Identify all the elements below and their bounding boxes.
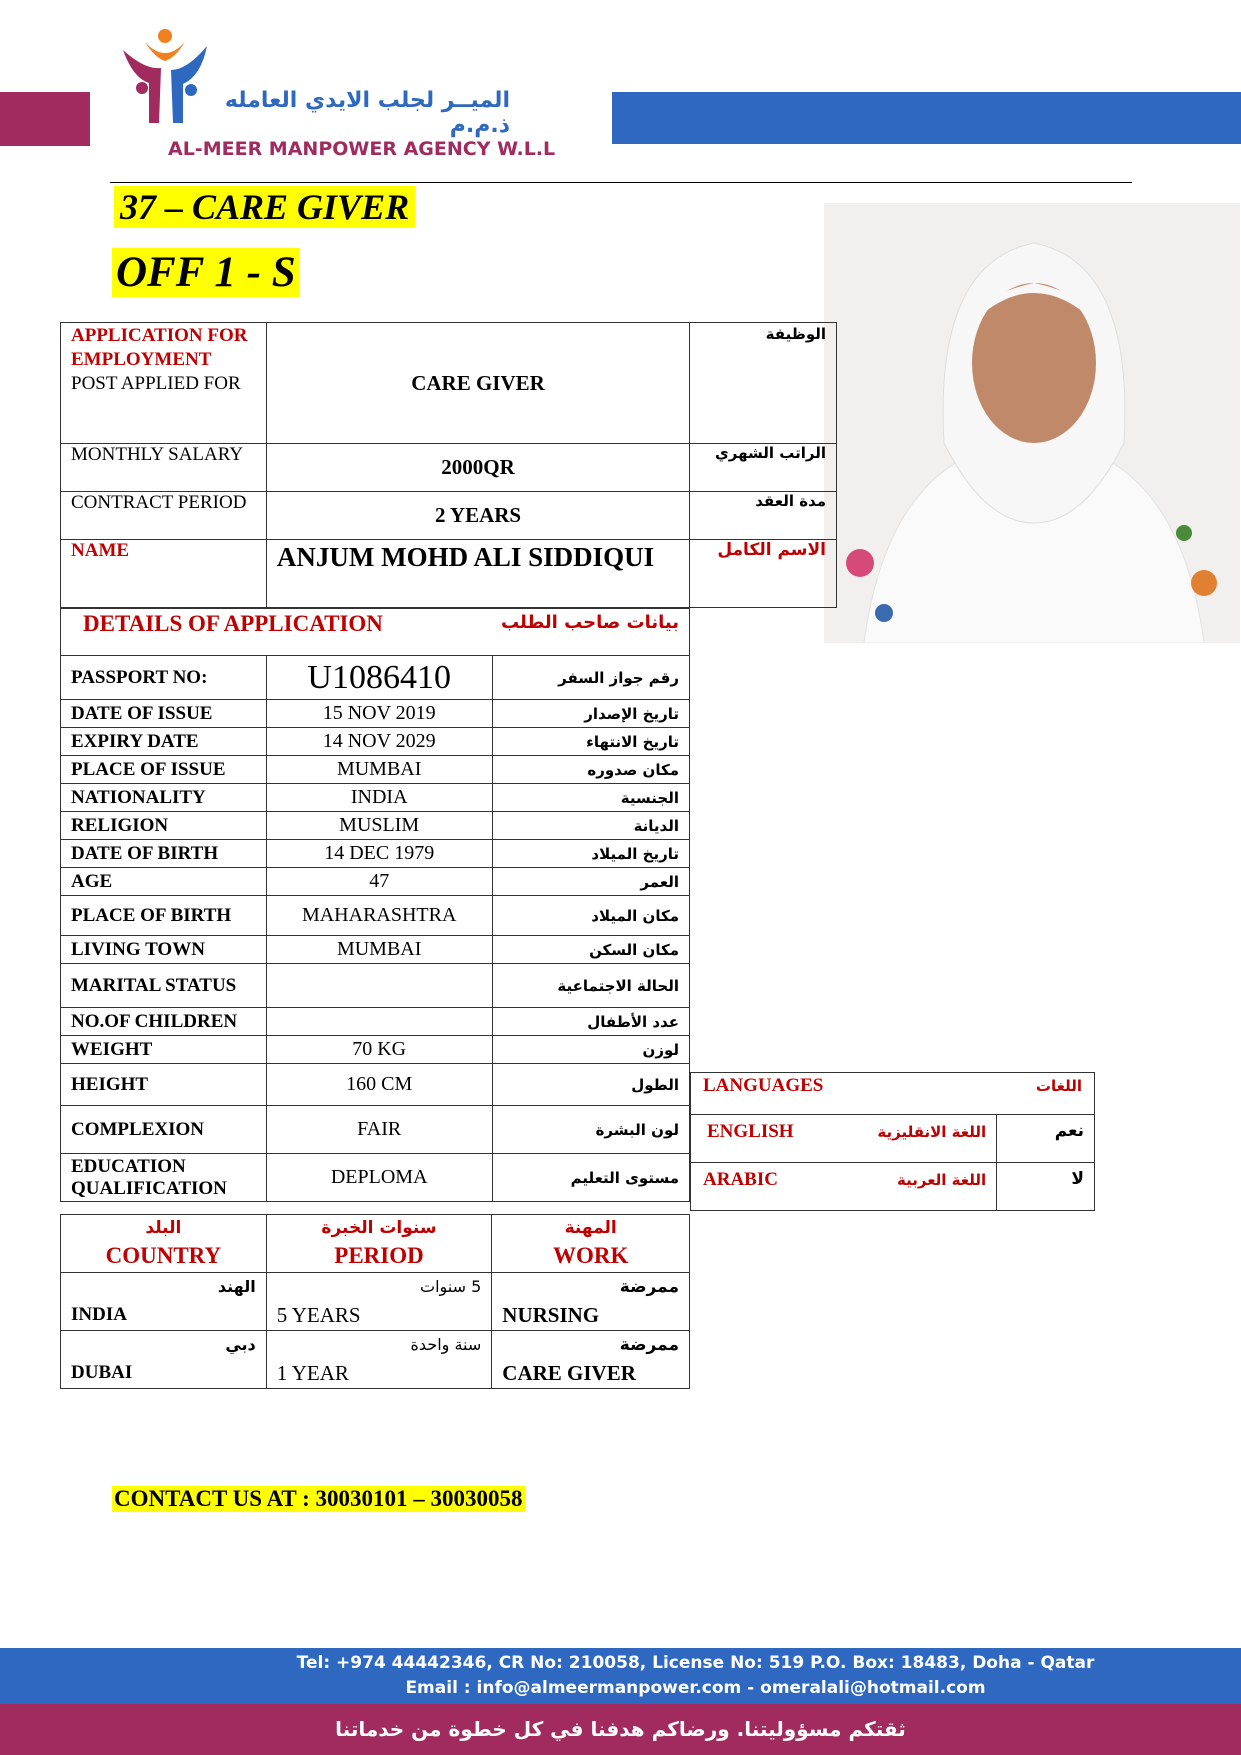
language-english-arabic: اللغة الانقليزية <box>877 1123 987 1141</box>
footer-maroon-band: ثقتكم مسؤوليتنا. ورضاكم هدفنا في كل خطوة من خدماتنا <box>0 1704 1241 1755</box>
detail-row <box>61 700 690 728</box>
detail-label: LIVING TOWN <box>61 936 267 964</box>
people-logo-icon <box>115 28 215 128</box>
post-value: CARE GIVER <box>266 323 689 444</box>
detail-label-arabic: الديانة <box>492 812 689 840</box>
detail-label-arabic: تاريخ الانتهاء <box>492 728 689 756</box>
detail-label-arabic: عدد الأطفال <box>492 1008 689 1036</box>
detail-label-arabic: تاريخ الميلاد <box>492 840 689 868</box>
experience-country-arabic: دبي <box>225 1335 256 1354</box>
detail-label: NO.OF CHILDREN <box>61 1008 267 1036</box>
detail-value: INDIA <box>266 784 492 812</box>
detail-label: PLACE OF ISSUE <box>61 756 267 784</box>
detail-label-arabic: الجنسية <box>492 784 689 812</box>
language-row <box>691 1115 997 1163</box>
detail-row <box>61 1064 690 1106</box>
detail-label-arabic: الطول <box>492 1064 689 1106</box>
language-arabic-arabic: اللغة العربية <box>897 1171 987 1189</box>
language-row <box>691 1163 997 1211</box>
experience-period-arabic: 5 سنوات <box>420 1277 482 1296</box>
detail-label: DATE OF BIRTH <box>61 840 267 868</box>
detail-label-arabic: الحالة الاجتماعية <box>492 964 689 1008</box>
detail-value: MAHARASHTRA <box>266 896 492 936</box>
detail-value: 47 <box>266 868 492 896</box>
footer-contact-line: Tel: +974 44442346, CR No: 210058, License No: 519 P.O. Box: 18483, Doha - Qatar <box>296 1653 1095 1673</box>
experience-period: 5 YEARS <box>276 1303 361 1327</box>
detail-label: DATE OF ISSUE <box>61 700 267 728</box>
applicant-name: ANJUM MOHD ALI SIDDIQUI <box>266 540 689 608</box>
footer-blue-band <box>0 1648 1241 1704</box>
experience-header-work <box>492 1215 690 1273</box>
name-label-arabic: الاسم الكامل <box>690 540 837 608</box>
detail-row <box>61 840 690 868</box>
post-table <box>60 322 837 608</box>
company-name-english: AL-MEER MANPOWER AGENCY W.L.L <box>168 138 556 160</box>
salary-value: 2000QR <box>266 444 689 492</box>
detail-label-arabic: مستوى التعليم <box>492 1154 689 1202</box>
detail-value: DEPLOMA <box>266 1154 492 1202</box>
language-english-name: ENGLISH <box>707 1121 794 1142</box>
applicant-photo <box>824 203 1240 643</box>
detail-row <box>61 936 690 964</box>
languages-header <box>691 1073 1095 1115</box>
detail-label: RELIGION <box>61 812 267 840</box>
detail-row <box>61 1036 690 1064</box>
language-english-level: نعم <box>997 1115 1095 1163</box>
period-header-english: PERIOD <box>334 1243 424 1268</box>
detail-label: WEIGHT <box>61 1036 267 1064</box>
office-code: OFF 1 - S <box>112 248 300 297</box>
details-header-english: DETAILS OF APPLICATION <box>83 611 383 636</box>
experience-work-arabic: ممرضة <box>619 1335 679 1355</box>
detail-label: EXPIRY DATE <box>61 728 267 756</box>
detail-value: 70 KG <box>266 1036 492 1064</box>
country-header-arabic: البلد <box>145 1218 182 1238</box>
detail-row <box>61 812 690 840</box>
detail-value: MUSLIM <box>266 812 492 840</box>
experience-period-arabic: سنة واحدة <box>410 1335 482 1354</box>
detail-row <box>61 1106 690 1154</box>
detail-value: MUMBAI <box>266 936 492 964</box>
salary-label-arabic: الراتب الشهري <box>690 444 837 492</box>
header-blue-bar <box>612 92 1241 144</box>
experience-table <box>60 1214 690 1389</box>
country-header-english: COUNTRY <box>105 1243 222 1268</box>
languages-header-english: LANGUAGES <box>703 1075 824 1096</box>
language-arabic-level: لا <box>997 1163 1095 1211</box>
job-title: 37 – CARE GIVER <box>114 186 415 228</box>
post-label-arabic: الوظيفة <box>690 323 837 444</box>
language-arabic-name: ARABIC <box>703 1169 778 1190</box>
details-rows <box>60 655 690 1202</box>
details-header-arabic: بيانات صاحب الطلب <box>500 612 679 633</box>
detail-label-arabic: مكان السكن <box>492 936 689 964</box>
detail-row <box>61 1154 690 1202</box>
detail-label: PLACE OF BIRTH <box>61 896 267 936</box>
detail-value: MUMBAI <box>266 756 492 784</box>
detail-row <box>61 656 690 700</box>
name-label: NAME <box>61 540 267 608</box>
header-maroon-bar <box>0 92 90 146</box>
experience-period: 1 YEAR <box>276 1361 349 1385</box>
application-for-employment-label: APPLICATION FOR EMPLOYMENT <box>71 325 248 370</box>
detail-value: 14 DEC 1979 <box>266 840 492 868</box>
period-header-arabic: سنوات الخبرة <box>321 1218 437 1238</box>
detail-value <box>266 1008 492 1036</box>
detail-label-arabic: مكان الميلاد <box>492 896 689 936</box>
contract-label: CONTRACT PERIOD <box>61 492 267 540</box>
detail-label: AGE <box>61 868 267 896</box>
experience-work: CARE GIVER <box>502 1361 636 1385</box>
contract-label-arabic: مدة العقد <box>690 492 837 540</box>
detail-row <box>61 1008 690 1036</box>
experience-country: INDIA <box>71 1304 127 1325</box>
work-header-arabic: المهنة <box>564 1218 617 1238</box>
detail-label: NATIONALITY <box>61 784 267 812</box>
company-logo <box>115 28 215 128</box>
experience-row <box>61 1331 690 1389</box>
detail-label-arabic: العمر <box>492 868 689 896</box>
contract-value: 2 YEARS <box>266 492 689 540</box>
contact-line: CONTACT US AT : 30030101 – 30030058 <box>114 1486 523 1511</box>
detail-label-arabic: لون البشرة <box>492 1106 689 1154</box>
detail-label: PASSPORT NO: <box>61 656 267 700</box>
detail-label-arabic: مكان صدوره <box>492 756 689 784</box>
detail-row <box>61 784 690 812</box>
experience-country-arabic: الهند <box>217 1277 256 1296</box>
detail-row <box>61 756 690 784</box>
detail-label-arabic: لوزن <box>492 1036 689 1064</box>
languages-header-arabic: اللغات <box>1035 1077 1082 1095</box>
experience-header-country <box>61 1215 267 1273</box>
post-applied-for-label: POST APPLIED FOR <box>71 373 241 394</box>
detail-label-arabic: تاريخ الإصدار <box>492 700 689 728</box>
detail-row <box>61 868 690 896</box>
detail-label: EDUCATION QUALIFICATION <box>61 1154 267 1202</box>
details-header <box>61 609 690 656</box>
company-name-arabic: الميــر لجلب الايدي العامله ذ.م.م <box>224 88 510 138</box>
detail-value: 160 CM <box>266 1064 492 1106</box>
footer-email-line: Email : info@almeermanpower.com - omeralali@hotmail.com <box>405 1678 986 1698</box>
experience-header-period <box>266 1215 492 1273</box>
header-divider <box>110 182 1132 183</box>
languages-table <box>690 1072 1095 1211</box>
salary-label: MONTHLY SALARY <box>61 444 267 492</box>
detail-row <box>61 728 690 756</box>
detail-value: FAIR <box>266 1106 492 1154</box>
detail-label-arabic: رقم جواز السفر <box>492 656 689 700</box>
detail-value: U1086410 <box>266 656 492 700</box>
detail-label: HEIGHT <box>61 1064 267 1106</box>
detail-row <box>61 896 690 936</box>
detail-value: 14 NOV 2029 <box>266 728 492 756</box>
detail-row <box>61 964 690 1008</box>
experience-country: DUBAI <box>71 1362 133 1383</box>
work-header-english: WORK <box>552 1243 629 1268</box>
experience-work: NURSING <box>502 1303 600 1327</box>
detail-value <box>266 964 492 1008</box>
experience-work-arabic: ممرضة <box>619 1277 679 1297</box>
detail-value: 15 NOV 2019 <box>266 700 492 728</box>
details-table <box>60 608 690 656</box>
post-label-cell <box>61 323 267 444</box>
experience-row <box>61 1273 690 1331</box>
detail-label: COMPLEXION <box>61 1106 267 1154</box>
detail-label: MARITAL STATUS <box>61 964 267 1008</box>
